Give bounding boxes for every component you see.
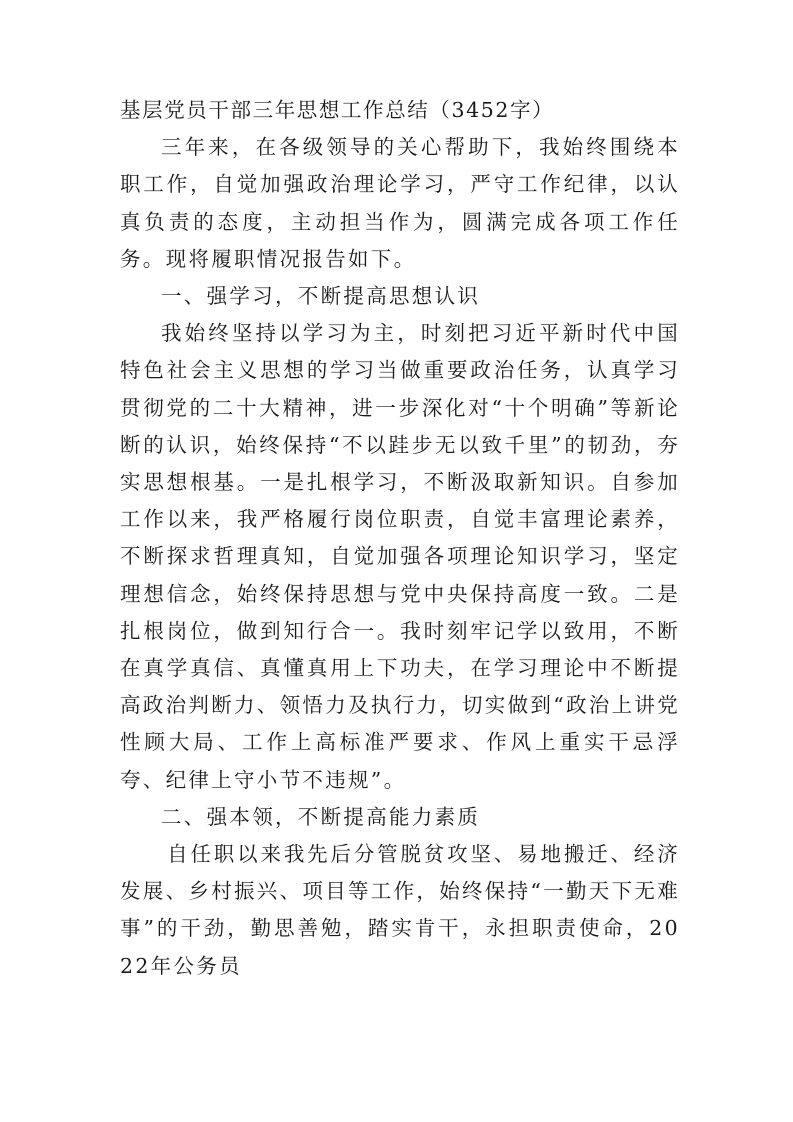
paragraph-intro: 三年来，在各级领导的关心帮助下，我始终围绕本职工作，自觉加强政治理论学习，严守工作纪律，以认真负责的态度，主动担当作为，圆满完成各项工作任务。现将履职情况报告如下。 [120,135,680,271]
section-heading-1: 一、强学习，不断提高思想认识 [161,284,481,309]
paragraph-ability: 自任职以来我先后分管脱贫攻坚、易地搬迁、经济发展、乡村振兴、项目等工作，始终保持“一勤天下无难事”的干劲，勤思善勉，踏实肯干，永担职责使命，2022年公务员 [120,842,680,978]
section-heading-2: 二、强本领，不断提高能力素质 [161,804,481,829]
paragraph-study: 我始终坚持以学习为主，时刻把习近平新时代中国特色社会主义思想的学习当做重要政治任务，认真学习贯彻党的二十大精神，进一步深化对“十个明确”等新论断的认识，始终保持“不以跬步无以致千里”的韧劲，夯实思想根基。一是扎根学习，不断汲取新知识。自参加工作以来，我严格履行岗位职责，自觉丰富理论素养，不断探求哲理真知，自觉加强各项理论知识学习，坚定理想信念，始终保持思想与党中央保持高度一致。二是扎根岗位，做到知行合一。我时刻牢记学以致用，不断在真学真信、真懂真用上下功夫，在学习理论中不断提高政治判断力、领悟力及执行力，切实做到“政治上讲党性顾大局、工作上高标准严要求、作风上重实干忌浮夸、纪律上守小节不违规”。 [120,321,680,792]
document-body [120,92,680,985]
document-title: 基层党员干部三年思想工作总结（3452字） [120,98,555,122]
